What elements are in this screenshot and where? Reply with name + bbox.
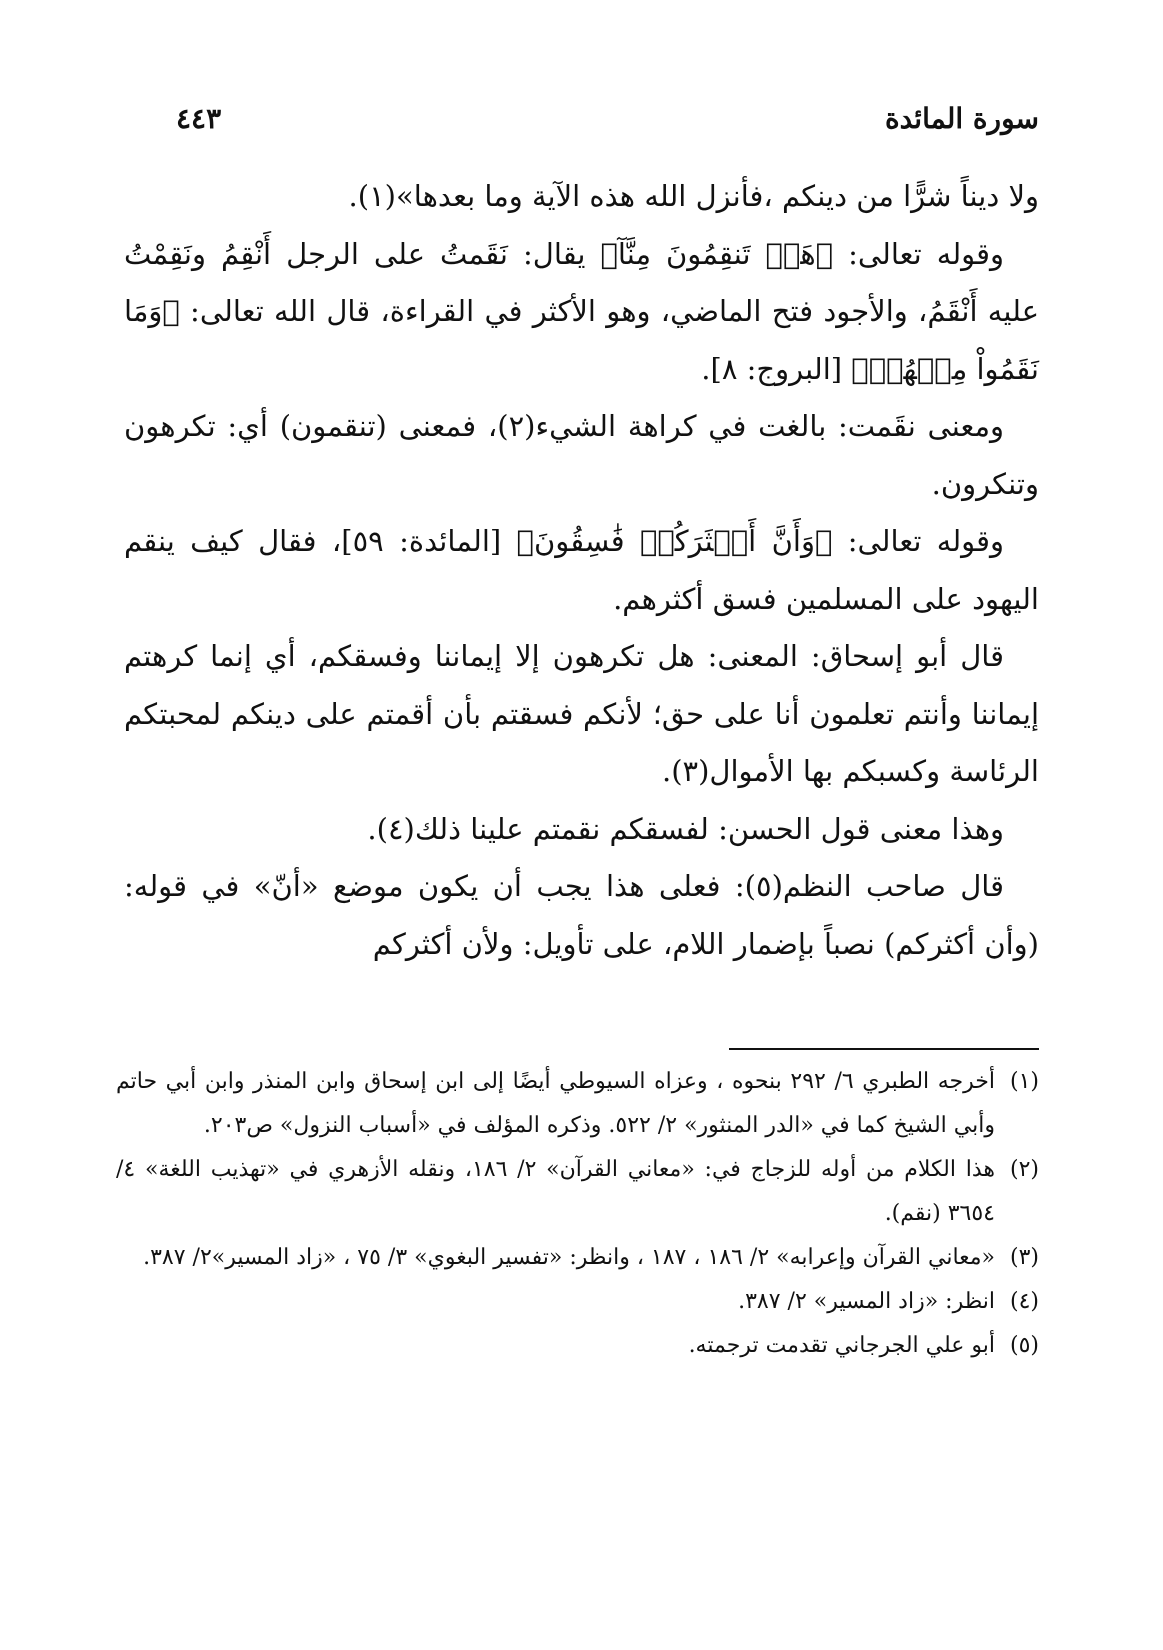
footnote-text: أخرجه الطبري ٦/ ٢٩٢ بنحوه ، وعزاه السيوطي أيضًا إلى ابن إسحاق وابن المنذر وابن أبي حاتم وأبي الشيخ كما في «الدر المنثور» ٢/ ٥٢٢. وذكره المؤلف في «أسباب النزول» ص٢٠٣.	[116, 1069, 996, 1138]
footnote-text: انظر: «زاد المسير» ٢/ ٣٨٧.	[738, 1289, 995, 1314]
footnote-divider	[729, 1048, 1039, 1050]
footnote-number: (٤)	[1009, 1289, 1039, 1314]
footnote	[116, 1148, 1039, 1236]
footnote-text: هذا الكلام من أوله للزجاج في: «معاني القرآن» ٢/ ١٨٦، ونقله الأزهري في «تهذيب اللغة» ٤/ ٣٦٥٤ (نقم).	[116, 1157, 996, 1226]
paragraph: وقوله تعالى: ﴿وَأَنَّ أَكۡثَرَكُمۡ فَٰسِقُونَ﴾ [المائدة: ٥٩]، فقال كيف ينقم اليهود على المسلمين فسق أكثرهم.	[124, 524, 1039, 616]
paragraph: ومعنى نقَمت: بالغت في كراهة الشيء(٢)، فمعنى (تنقمون) أي: تكرهون وتنكرون.	[124, 409, 1039, 501]
footnote-number: (٢)	[1009, 1157, 1039, 1182]
paragraph: قال أبو إسحاق: المعنى: هل تكرهون إلا إيماننا وفسقكم، أي إنما كرهتم إيماننا وأنتم تعلمون أنا على حق؛ لأنكم فسقتم بأن أقمتم على دينكم لمحبتكم الرئاسة وكسبكم بها الأموال(٣).	[124, 639, 1039, 788]
paragraph: وهذا معنى قول الحسن: لفسقكم نقمتم علينا ذلك(٤).	[367, 811, 1004, 846]
footnote-number: (٣)	[1009, 1245, 1039, 1270]
footnote	[116, 1236, 1039, 1280]
page-header	[124, 102, 1039, 150]
footnote	[116, 1060, 1039, 1148]
paragraph: وقوله تعالى: ﴿هَلۡ تَنقِمُونَ مِنَّآ﴾ يقال: نَقَمتُ على الرجل أَنْقِمُ ونَقِمْتُ عليه أَنْقَمُ، والأجود فتح الماضي، وهو الأكثر في القراءة، قال الله تعالى: ﴿وَمَا نَقَمُواْ مِنۡهُمۡ﴾ [البروج: ٨].	[124, 236, 1039, 386]
footnote-number: (١)	[1009, 1069, 1039, 1094]
footnote	[116, 1280, 1039, 1324]
footnote-number: (٥)	[1009, 1333, 1039, 1358]
main-text	[124, 168, 1039, 973]
footnote-text: أبو علي الجرجاني تقدمت ترجمته.	[688, 1333, 995, 1358]
footnote-text: «معاني القرآن وإعرابه» ٢/ ١٨٦ ، ١٨٧ ، وانظر: «تفسير البغوي» ٣/ ٧٥ ، «زاد المسير»٢/ ٣٨٧.	[143, 1245, 995, 1270]
footnote	[116, 1324, 1039, 1368]
page-number: ٤٤٣	[176, 102, 222, 135]
paragraph: ولا ديناً شرًّا من دينكم ،فأنزل الله هذه الآية وما بعدها»(١).	[348, 179, 1039, 213]
paragraph: قال صاحب النظم(٥): فعلى هذا يجب أن يكون موضع «أنّ» في قوله: (وأن أكثركم) نصباً بإضمار اللام، على تأويل: ولأن أكثركم	[124, 869, 1039, 961]
footnotes	[116, 1060, 1039, 1368]
chapter-title: سورة المائدة	[884, 102, 1039, 135]
